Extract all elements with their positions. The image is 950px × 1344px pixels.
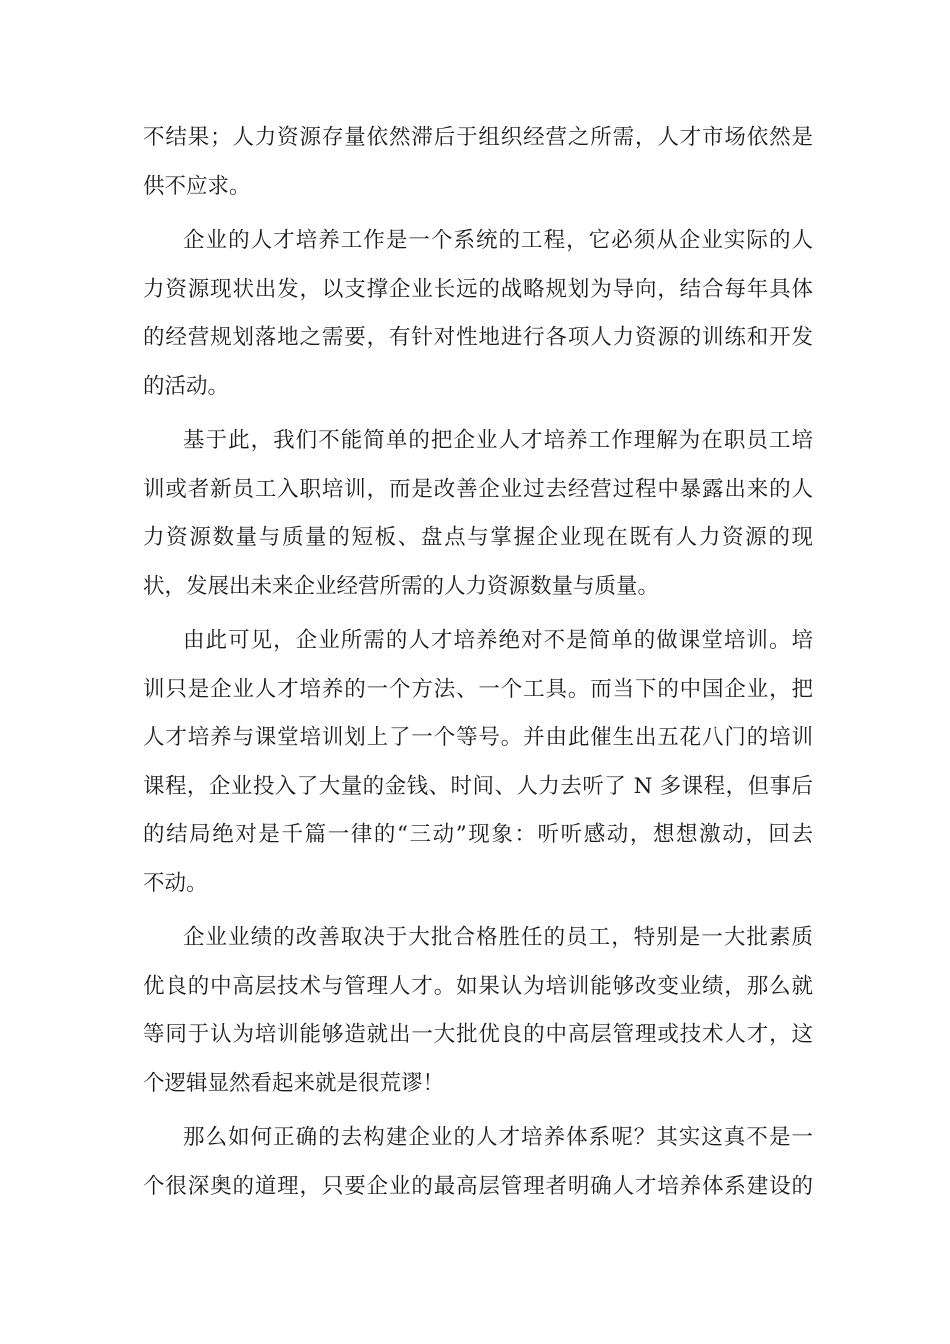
paragraph (143, 1114, 813, 1211)
paragraph (143, 617, 813, 908)
text-line: 力资源现状出发，以支撑企业长远的战略规划为导向，结合每年具体 (143, 276, 813, 302)
text-line: 个逻辑显然看起来就是很荒谬！ (143, 1070, 445, 1096)
text-line: 训只是企业人才培养的一个方法、一个工具。而当下的中国企业，把 (143, 676, 813, 702)
text-line: 等同于认为培训能够造就出一大批优良的中高层管理或技术人才，这 (143, 1022, 813, 1047)
text-line: 由此可见，企业所需的人才培养绝对不是简单的做课堂培训。培 (183, 628, 813, 653)
text-line: 供不应求。 (143, 173, 251, 199)
paragraph (143, 417, 813, 611)
text-line: 个很深奥的道理，只要企业的最高层管理者明确人才培养体系建设的 (143, 1173, 813, 1199)
text-line: 那么如何正确的去构建企业的人才培养体系呢？其实这真不是一 (183, 1125, 813, 1150)
text-line: 基于此，我们不能简单的把企业人才培养工作理解为在职员工培 (183, 428, 813, 453)
text-line: 的经营规划落地之需要，有针对性地进行各项人力资源的训练和开发 (143, 325, 813, 350)
paragraph (143, 114, 813, 211)
paragraph (143, 914, 813, 1108)
text-line: 不动。 (143, 870, 208, 896)
text-line: 状，发展出未来企业经营所需的人力资源数量与质量。 (143, 573, 660, 599)
text-line: 企业的人才培养工作是一个系统的工程，它必须从企业实际的人 (183, 228, 813, 253)
text-line: 不结果；人力资源存量依然滞后于组织经营之所需，人才市场依然是 (143, 125, 813, 150)
text-line: 优良的中高层技术与管理人才。如果认为培训能够改变业绩，那么就 (143, 973, 813, 999)
document-body (143, 114, 813, 1211)
text-line: 力资源数量与质量的短板、盘点与掌握企业现在既有人力资源的现 (143, 525, 813, 550)
text-line: 课程，企业投入了大量的金钱、时间、人力去听了 N 多课程，但事后 (143, 773, 813, 799)
text-line: 的活动。 (143, 373, 230, 399)
text-line: 人才培养与课堂培训划上了一个等号。并由此催生出五花八门的培训 (143, 725, 813, 750)
text-line: 的结局绝对是千篇一律的“三动”现象：听听感动，想想激动，回去 (143, 822, 813, 847)
text-line: 训或者新员工入职培训，而是改善企业过去经营过程中暴露出来的人 (143, 476, 813, 502)
text-line: 企业业绩的改善取决于大批合格胜任的员工，特别是一大批素质 (183, 925, 813, 950)
paragraph (143, 217, 813, 411)
